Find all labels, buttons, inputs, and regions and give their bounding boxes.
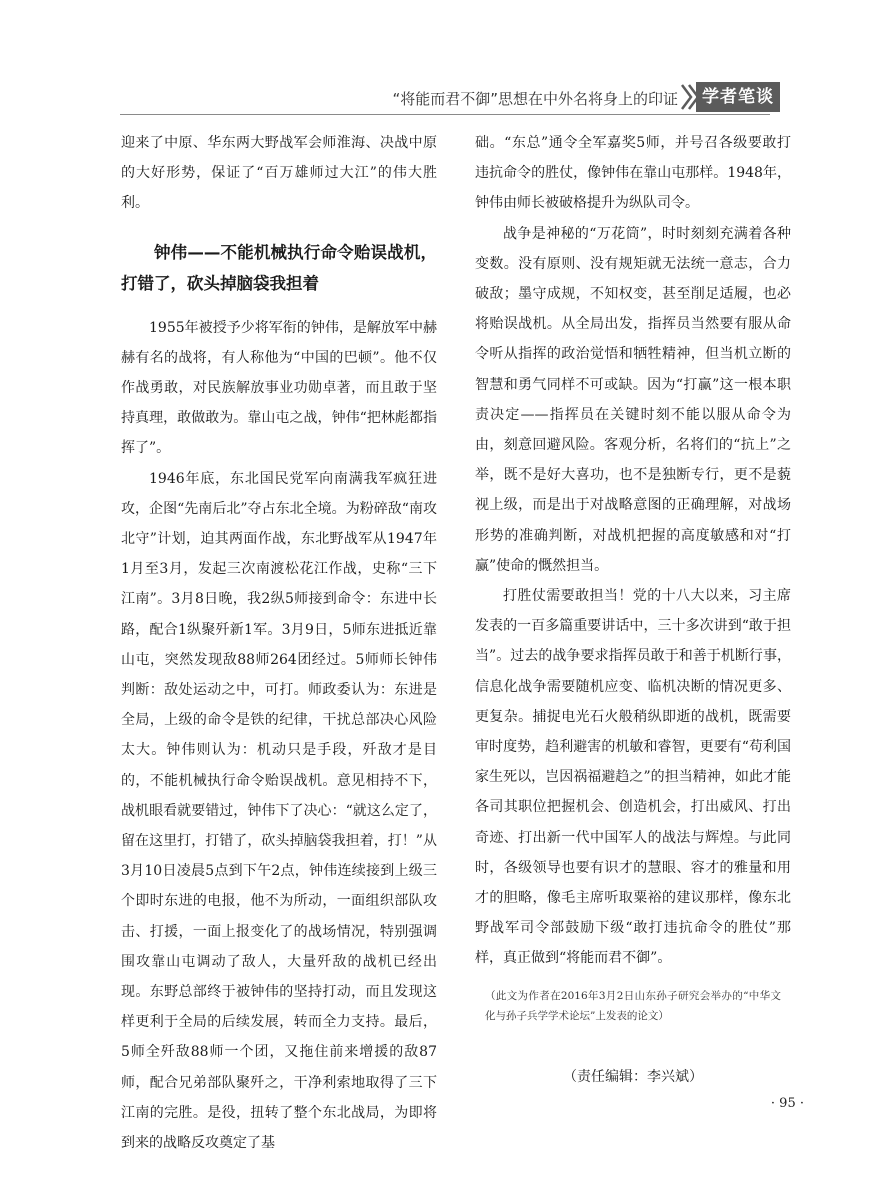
page-number: · 95 · [770,1096,804,1111]
section-badge: 学者笔谈 [696,82,780,112]
running-title: “将能而君不御”思想在中外名将身上的印证 [392,90,678,108]
left-column [121,128,437,1158]
paragraph: 战争是神秘的“万花筒”，时时刻刻充满着各种变数。没有原则、没有规矩就无法统一意志，合力破敌；墨守成规，不知权变，甚至削足适履，也必将贻误战机。从全局出发，指挥员当然要有服从命令听从指挥的政治觉悟和牺牲精神，但当机立断的智慧和勇气同样不可或缺。因为“打赢”这一根本职责决定——指挥员在关键时刻不能以服从命令为由，刻意回避风险。客观分析，名将们的“抗上”之举，既不是好大喜功，也不是独断专行，更不是藐视上级，而是出于对战略意图的正确理解，对战场形势的准确判断，对战机把握的高度敏感和对“打赢”使命的慨然担当。 [475,225,791,574]
page-header [0,78,890,118]
right-column [475,128,791,1092]
paragraph: 迎来了中原、华东两大野战军会师淮海、决战中原的大好形势，保证了“百万雄师过大江”的伟大胜利。 [121,135,437,212]
header-rule [120,114,770,115]
editor-credit: （责任编辑：李兴斌） [563,1068,703,1085]
paragraph: 打胜仗需要敢担当！党的十八大以来，习主席发表的一百多篇重要讲话中，三十多次讲到“敢于担当”。过去的战争要求指挥员敢于和善于机断行事，信息化战争需要随机应变、临机决断的情况更多、更复杂。捕捉电光石火般稍纵即逝的战机，既需要审时度势，趋利避害的机敏和睿智，更要有“苟利国家生死以，岂因祸福避趋之”的担当精神，如此才能各司其职位把握机会、创造机会，打出威风、打出奇迹、打出新一代中国军人的战法与辉煌。与此同时，各级领导也要有识才的慧眼、容才的雅量和用才的胆略，像毛主席听取粟裕的建议那样，像东北野战军司令部鼓励下级“敢打违抗命令的胜仗”那样，真正做到“将能而君不御”。 [475,588,791,967]
paragraph: 1946年底，东北国民党军向南满我军疯狂进攻，企图“先南后北”夺占东北全境。为粉碎敌“南攻北守”计划，迫其两面作战，东北野战军从1947年1月至3月，发起三次南渡松花江作战，史称“三下江南”。3月8日晚，我2纵5师接到命令：东进中长路，配合1纵聚歼新1军。3月9日，5师东进抵近靠山屯，突然发现敌88师264团经过。5师师长钟伟判断：敌处运动之中，可打。师政委认为：东进是全局，上级的命令是铁的纪律，干扰总部决心风险太大。钟伟则认为：机动只是手段，歼敌才是目的，不能机械执行命令贻误战机。意见相持不下，战机眼看就要错过，钟伟下了决心：“就这么定了，留在这里打，打错了，砍头掉脑袋我担着，打！”从3月10日凌晨5点到下午2点，钟伟连续接到上级三个即时东进的电报，他不为所动，一面组织部队攻击、打援，一面上报变化了的战场情况，特别强调围攻靠山屯调动了敌人，大量歼敌的战机已经出现。东野总部终于被钟伟的坚持打动，而且发现这样更利于全局的后续发展，转而全力支持。最后，5师全歼敌88师一个团，又拖住前来增援的敌87师，配合兄弟部队聚歼之，干净利索地取得了三下江南的完胜。是役，扭转了整个东北战局，为即将到来的战略反攻奠定了基 [121,470,437,1152]
section-heading: 钟伟——不能机械执行命令贻误战机，打错了，砍头掉脑袋我担着 [121,242,437,293]
paragraph: 1955年被授予少将军衔的钟伟，是解放军中赫赫有名的战将，有人称他为“中国的巴顿”。他不仅作战勇敢，对民族解放事业功勋卓著，而且敢于坚持真理，敢做敢为。靠山屯之战，钟伟“把林彪都指挥了”。 [121,319,437,457]
author-note: （此文为作者在2016年3月2日山东孙子研究会举办的“中华文化与孙子兵学学术论坛”上发表的论文） [485,989,781,1022]
paragraph: 础。“东总”通令全军嘉奖5师，并号召各级要敢打违抗命令的胜仗，像钟伟在靠山屯那样。1948年，钟伟由师长被破格提升为纵队司令。 [475,135,791,212]
